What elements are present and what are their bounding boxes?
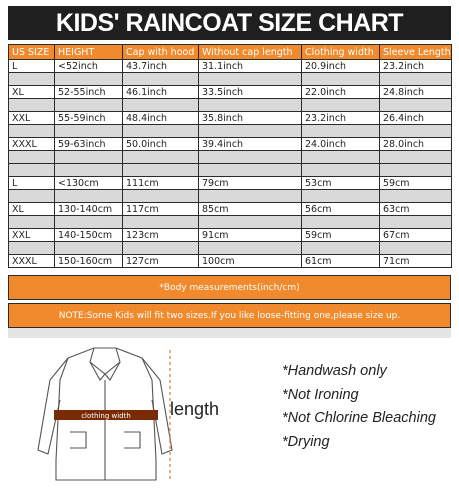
size-note-text: NOTE:Some Kids will fit two sizes.If you like loose-fitting one,please size up.: [58, 310, 401, 321]
length-label-box: [170, 395, 230, 425]
cell: 91cm: [199, 229, 302, 242]
cell: 20.9inch: [302, 60, 380, 73]
spacer-row: [9, 99, 452, 112]
cell: 43.7inch: [123, 60, 199, 73]
title-bar: [8, 6, 451, 40]
cell: L: [9, 60, 55, 73]
cell: XL: [9, 203, 55, 216]
chart-title: KIDS' RAINCOAT SIZE CHART: [55, 8, 404, 37]
cell: 24.8inch: [380, 86, 452, 99]
header-clothing-width: Clothing width: [302, 45, 380, 60]
cell: 33.5inch: [199, 86, 302, 99]
cell: 31.1inch: [199, 60, 302, 73]
cell: 61cm: [302, 255, 380, 268]
cell: <130cm: [55, 177, 123, 190]
cell: L: [9, 177, 55, 190]
care-item: *Not Ironing: [282, 386, 359, 403]
cell: 111cm: [123, 177, 199, 190]
care-item: *Not Chlorine Bleaching: [282, 410, 436, 426]
cell: 130-140cm: [55, 203, 123, 216]
cell: 127cm: [123, 255, 199, 268]
width-label: clothing width: [81, 412, 131, 420]
table-row: [9, 60, 452, 73]
cell: 140-150cm: [55, 229, 123, 242]
cell: 100cm: [199, 255, 302, 268]
cell: 85cm: [199, 203, 302, 216]
table-row: [9, 177, 452, 190]
cell: 67cm: [380, 229, 452, 242]
cell: 22.0inch: [302, 86, 380, 99]
cell: 52-55inch: [55, 86, 123, 99]
table-row: [9, 138, 452, 151]
spacer-row: [9, 242, 452, 255]
body-measurements-text: *Body measurements(inch/cm): [159, 282, 300, 293]
size-table: [8, 44, 452, 268]
cell: 50.0inch: [123, 138, 199, 151]
cell: 26.4inch: [380, 112, 452, 125]
cell: 55-59inch: [55, 112, 123, 125]
header-us-size: US SIZE: [9, 45, 55, 60]
header-sleeve-length: Sleeve Length: [380, 45, 452, 60]
cell: <52inch: [55, 60, 123, 73]
cell: 63cm: [380, 203, 452, 216]
cell: 150-160cm: [55, 255, 123, 268]
cell: 56cm: [302, 203, 380, 216]
cell: XXL: [9, 229, 55, 242]
cell: 59cm: [302, 229, 380, 242]
length-label: length: [170, 399, 220, 419]
spacer-row: [9, 151, 452, 164]
cell: XXL: [9, 112, 55, 125]
header-height: HEIGHT: [55, 45, 123, 60]
cell: 59cm: [380, 177, 452, 190]
cell: 71cm: [380, 255, 452, 268]
care-item: *Drying: [282, 433, 330, 450]
table-row: [9, 229, 452, 242]
spacer-row: [9, 73, 452, 86]
table-row: [9, 86, 452, 99]
care-item: *Handwash only: [282, 363, 387, 379]
cell: 53cm: [302, 177, 380, 190]
cell: XL: [9, 86, 55, 99]
table-row: [9, 203, 452, 216]
size-note: [8, 303, 451, 328]
spacer-row: [9, 190, 452, 203]
care-instructions: [282, 360, 452, 454]
header-without-cap-length: Without cap length: [199, 45, 302, 60]
spacer-row: [9, 125, 452, 138]
cell: 39.4inch: [199, 138, 302, 151]
table-header-row: [9, 45, 452, 60]
cell: 24.0inch: [302, 138, 380, 151]
cell: XXXL: [9, 255, 55, 268]
cell: 23.2inch: [380, 60, 452, 73]
cell: 79cm: [199, 177, 302, 190]
body-measurements-note: [8, 275, 451, 300]
cell: 117cm: [123, 203, 199, 216]
cell: XXXL: [9, 138, 55, 151]
spacer-row: [9, 216, 452, 229]
cell: 28.0inch: [380, 138, 452, 151]
header-cap-with-hood: Cap with hood: [123, 45, 199, 60]
table-row: [9, 255, 452, 268]
cell: 59-63inch: [55, 138, 123, 151]
divider: [8, 328, 451, 338]
cell: 35.8inch: [199, 112, 302, 125]
table-row: [9, 112, 452, 125]
cell: 48.4inch: [123, 112, 199, 125]
cell: 123cm: [123, 229, 199, 242]
cell: 46.1inch: [123, 86, 199, 99]
cell: 23.2inch: [302, 112, 380, 125]
spacer-row: [9, 164, 452, 177]
